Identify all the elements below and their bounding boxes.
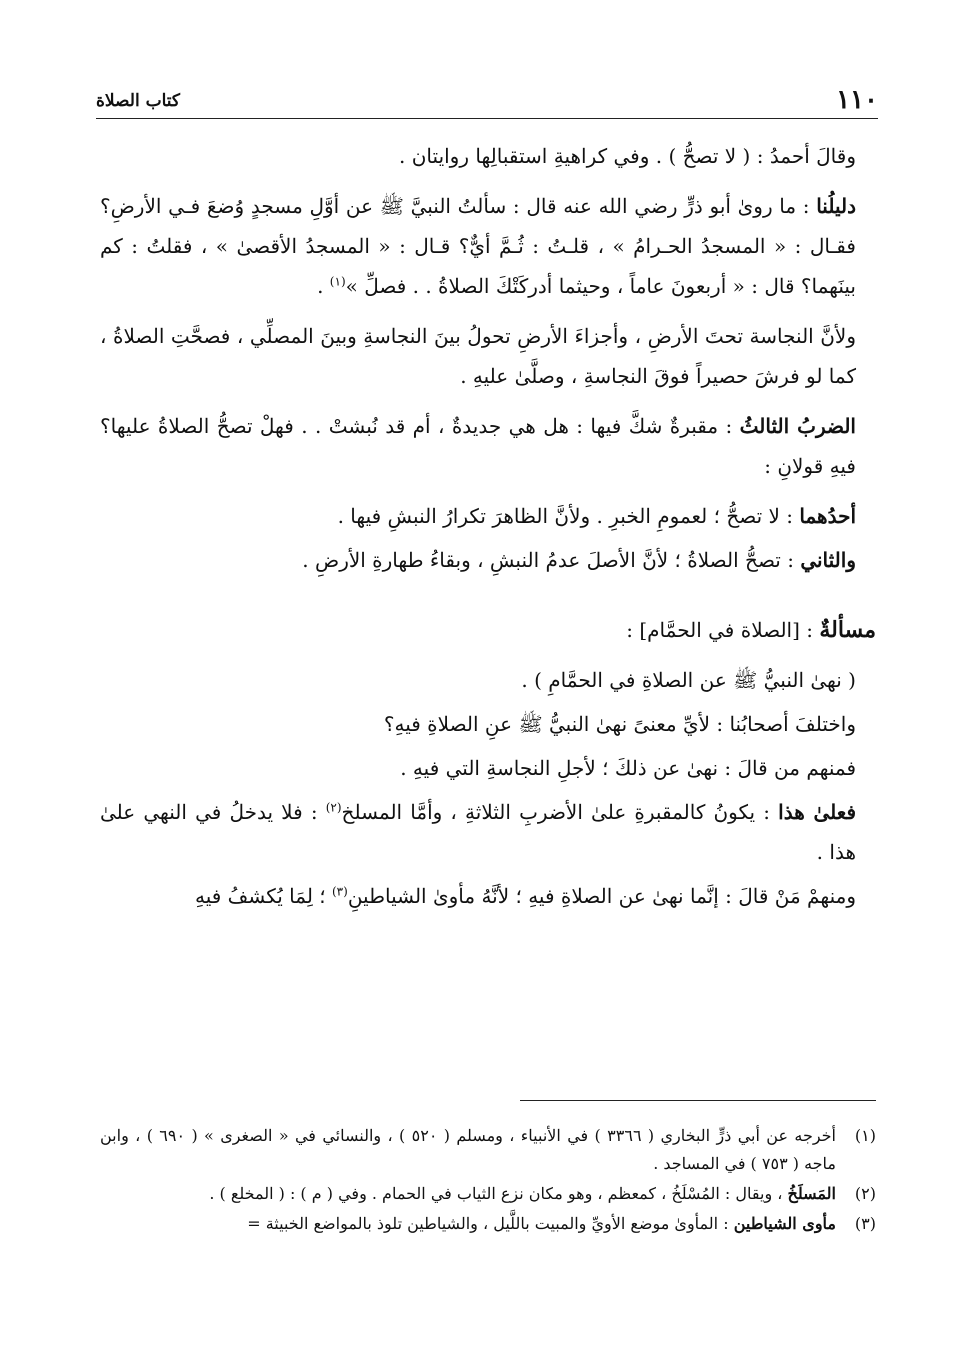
paragraph [100, 704, 876, 744]
footnote-body [100, 1210, 836, 1238]
bold-label: فعلىٰ هذا [778, 800, 857, 824]
paragraph-text: : فلا يدخلُ في النهي علىٰ هذا . [100, 800, 856, 864]
footnote-label: مأوى الشياطين [733, 1214, 836, 1233]
page-header [96, 86, 878, 119]
footnote-label: المَسلَخُ [787, 1184, 836, 1203]
bold-label: دليلُنا [816, 194, 856, 218]
section-heading [100, 610, 876, 650]
paragraph-text: ( نهىٰ النبيُّ ﷺ عن الصلاةِ في الحمَّامِ ) . [521, 668, 856, 692]
footnote [100, 1210, 876, 1238]
footnote-body [100, 1180, 836, 1208]
paragraph-text: ومنهمْ مَنْ قالَ : إنَّما نهىٰ عن الصلاةِ فيهِ ؛ لأنَّهُ مأوىٰ الشياطينِ [347, 884, 856, 908]
paragraph-text: ؛ لِمَا يُكشفُ فيهِ [194, 884, 332, 908]
paragraph-text: واختلفَ أصحابُنا : لأيِّ معنىً نهىٰ النبيُّ ﷺ عنِ الصلاةِ فيهِ؟ [383, 712, 856, 736]
footnote-text: أخرجه عن أبي ذرٍّ البخاري ( ٣٣٦٦ ) في الأنبياء ، ومسلم ( ٥٢٠ ) ، والنسائي في « الصغرى » ( ٦٩٠ ) ، وابن ماجه ( ٧٥٣ ) في المساجد . [100, 1126, 837, 1173]
paragraph [100, 540, 876, 580]
footnote-number: (٢) [854, 1184, 876, 1203]
paragraph [100, 406, 876, 486]
paragraph-text: : تصحُّ الصلاةُ ؛ لأنَّ الأصلَ عدمُ النبشِ ، وبقاءُ طهارةِ الأرضِ . [302, 548, 794, 572]
footnote-text: : المأوىٰ موضع الأويِّ والمبيت باللَّيل ، والشياطين تلوذ بالمواضع الخبيثة = [247, 1214, 729, 1233]
page-number: ١١٠ [836, 85, 878, 115]
paragraph-text: : مقبرةٌ شكَّ فيها : هل هي جديدةٌ ، أم قد نُبشتْ . . فهلْ تصحُّ الصلاةُ عليها؟ فيهِ قولانِ : [100, 414, 856, 478]
footnote-ref[interactable]: (٢) [325, 800, 342, 815]
paragraph-text: : ما روىٰ أبو ذرٍّ رضي الله عنه قال : سألتُ النبيَّ ﷺ عن أوَّلِ مسجدٍ وُضعَ فـي الأرضِ؟ فقـال : « المسجدُ الحـرامُ » ، قلـتُ : ثُـمَّ أيٌّ؟ قـال : « المسجدُ الأقصىٰ » ، فقلتُ : كم بينَهما؟ قال : « أربعونَ عاماً ، وحيثما أدركَتْكَ الصلاةُ . . فصلِّ » [100, 194, 856, 298]
main-text [100, 136, 876, 920]
masala-label: مسألةٌ [819, 617, 876, 643]
footnote-number: (١) [854, 1126, 876, 1145]
paragraph-text: فمنهم من قالَ : نهىٰ عن ذلكَ ؛ لأجلِ النجاسةِ التي فيهِ . [400, 756, 856, 780]
paragraph-text: : يكونُ كالمقبرةِ علىٰ الأضربِ الثلاثةِ ، وأمَّا المسلخ [341, 800, 770, 824]
running-title: كتاب الصلاة [96, 91, 181, 111]
footnote [100, 1122, 876, 1178]
bold-label: الضربُ الثالثُ [739, 414, 856, 438]
bold-label: أحدُهما [799, 504, 856, 528]
paragraph [100, 660, 876, 700]
paragraph-text: وقالَ أحمدُ : ( لا تصحُّ ) . وفي كراهيةِ استقبالِها روايتان . [399, 144, 856, 168]
footnote-divider [520, 1100, 876, 1101]
paragraph [100, 496, 876, 536]
bold-label: والثاني [800, 548, 856, 572]
paragraph [100, 792, 876, 872]
footnote-number: (٣) [854, 1214, 876, 1233]
paragraph [100, 136, 876, 176]
footnote-ref[interactable]: (١) [329, 274, 346, 289]
footnote-ref[interactable]: (٣) [331, 884, 348, 899]
footnote [100, 1180, 876, 1208]
footnote-text: ، ويقال : المُسْلَخُ ، كمعظم ، وهو مكان نزع الثياب في الحمام . وفي ( م ) : ( المخلع ) . [209, 1184, 783, 1203]
paragraph [100, 316, 876, 396]
paragraph-text: ولأنَّ النجاسة تحتَ الأرضِ ، وأجزاءَ الأرضِ تحولُ بينَ النجاسةِ وبينَ المصلِّي ، فصحَّتِ الصلاةُ ، كما لو فرشَ حصيراً فوقَ النجاسةِ ، وصلَّىٰ عليهِ . [100, 324, 856, 388]
paragraph [100, 876, 876, 916]
masala-title: : [الصلاة في الحمَّام] : [626, 618, 814, 642]
footnotes [100, 1122, 876, 1240]
paragraph-text: : لا تصحُّ ؛ لعمومِ الخبرِ . ولأنَّ الظاهرَ تكرارُ النبشِ فيها . [337, 504, 794, 528]
paragraph-text: . [317, 274, 330, 298]
paragraph [100, 186, 876, 306]
paragraph [100, 748, 876, 788]
